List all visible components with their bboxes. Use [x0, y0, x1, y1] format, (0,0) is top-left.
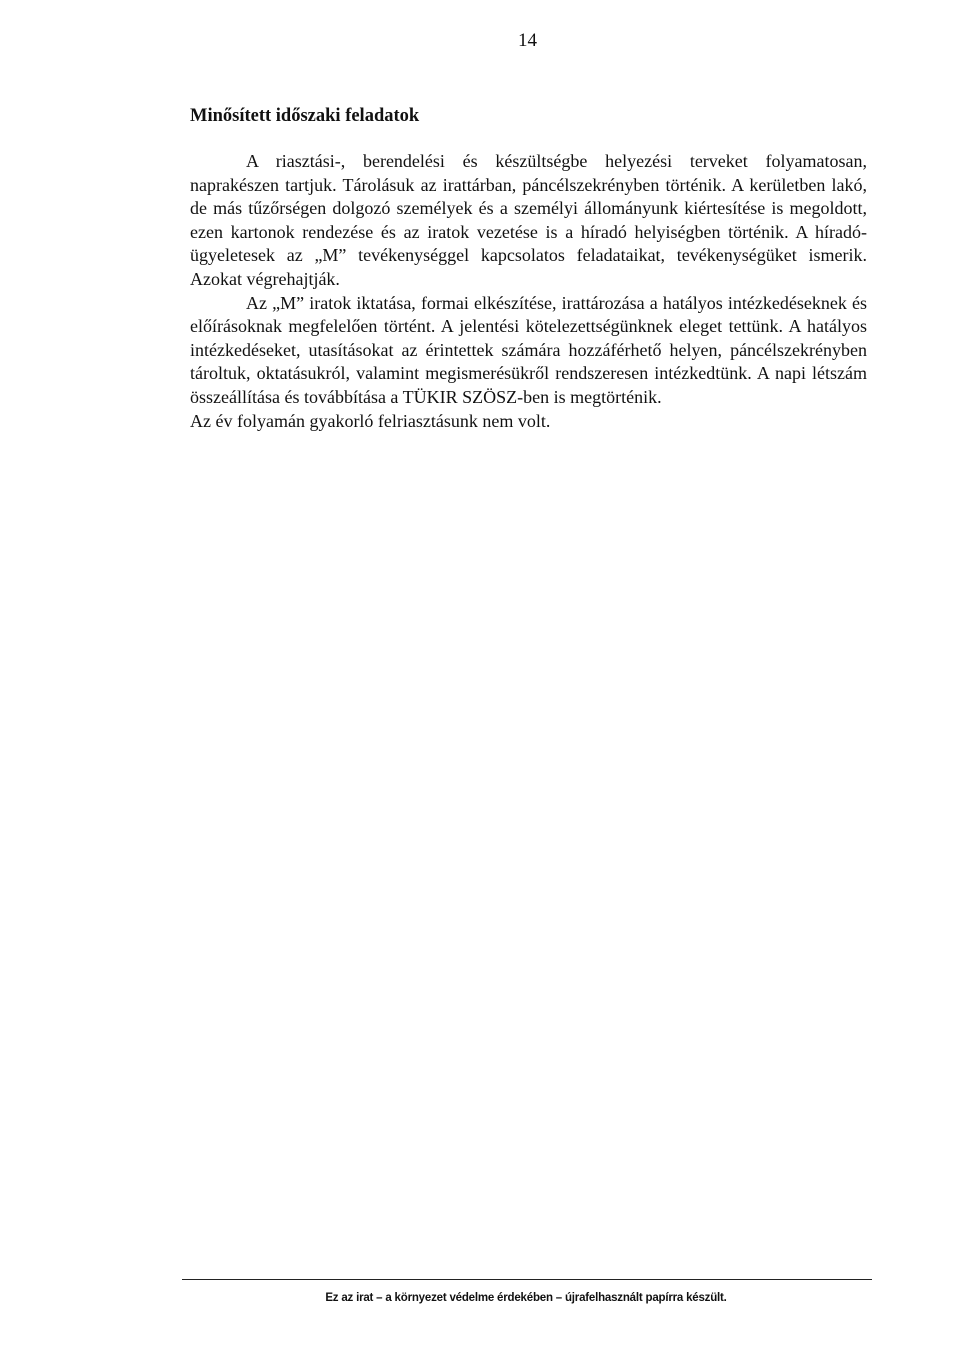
- section-body: [190, 150, 867, 433]
- section-heading: Minősített időszaki feladatok: [190, 106, 420, 126]
- paragraph: A riasztási-, berendelési és készültségbe helyezési terveket folyamatosan, naprakészen tartjuk. Tárolásuk az irattárban, páncélszekrényben történik. A kerületben lakó, de más tűzőrségen dolgozó személyek és a személyi állományunk kiértesítése is megoldott, ezen kartonok rendezése és az iratok vezetése is a híradó helyiségben történik. A híradó-ügyeletesek az „M” tevékenységgel kapcsolatos feladataikat, tevékenységüket ismerik. Azokat végrehajtják.: [190, 151, 867, 289]
- paragraph: Az „M” iratok iktatása, formai elkészítése, irattározása a hatályos intézkedéseknek és előírásoknak megfelelően történt. A jelentési kötelezettségünknek eleget tettünk. A hatályos intézkedéseket, utasításokat az érintettek számára hozzáférhető helyen, páncélszekrényben tároltuk, oktatásukról, valamint megismerésükről rendszeresen intézkedtünk. A napi létszám összeállítása és továbbítása a TÜKIR SZÖSZ-ben is megtörténik.: [190, 292, 867, 407]
- footer-note: Ez az irat – a környezet védelme érdekében – újrafelhasznált papírra készült.: [325, 1292, 727, 1304]
- footer-rule: [182, 1279, 872, 1280]
- paragraph: Az év folyamán gyakorló felriasztásunk nem volt.: [190, 410, 551, 431]
- page-number: 14: [518, 30, 537, 51]
